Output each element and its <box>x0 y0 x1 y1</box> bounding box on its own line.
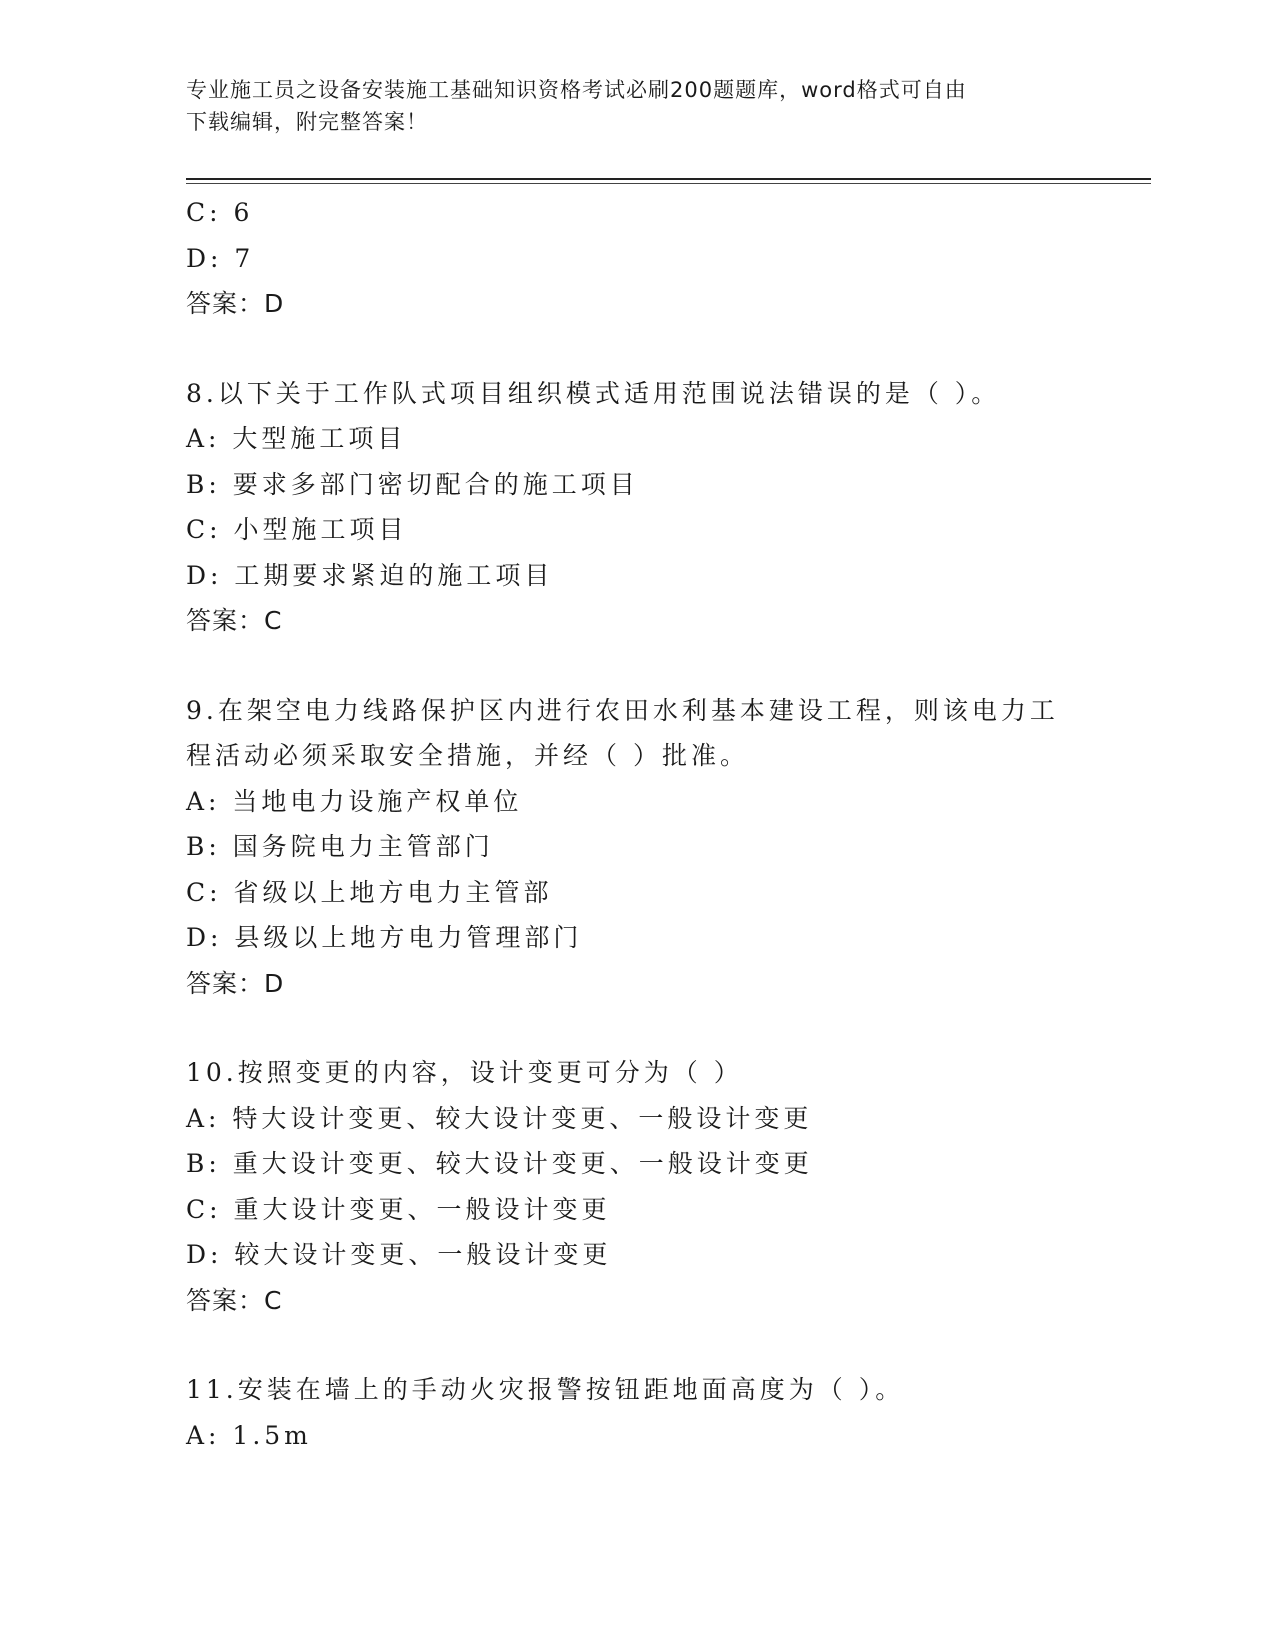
option-a: A: 大型施工项目 <box>186 424 407 453</box>
answer-line: 答案：D <box>186 968 285 998</box>
option-c: C: 省级以上地方电力主管部 <box>186 877 553 907</box>
document-header <box>186 74 1066 138</box>
question-11 <box>186 1367 1086 1458</box>
spacer <box>186 1323 1086 1367</box>
spacer <box>186 327 1086 371</box>
header-divider-thick <box>186 178 1151 180</box>
answer-line: 答案：D <box>186 289 285 318</box>
question-7-tail <box>186 190 1086 327</box>
question-10 <box>186 1050 1086 1323</box>
option-d: D: 7 <box>186 243 255 273</box>
spacer <box>186 644 1086 688</box>
question-stem: 10.按照变更的内容，设计变更可分为（ ） <box>186 1058 743 1087</box>
option-a: A: 特大设计变更、较大设计变更、一般设计变更 <box>186 1103 813 1133</box>
option-d: D: 工期要求紧迫的施工项目 <box>186 560 554 590</box>
header-divider-thin <box>186 183 1151 184</box>
option-c: C: 小型施工项目 <box>186 515 408 544</box>
option-a: A: 1.5m <box>186 1420 312 1450</box>
question-list <box>186 190 1086 1458</box>
question-stem: 11.安装在墙上的手动火灾报警按钮距地面高度为（ ）。 <box>186 1375 905 1404</box>
question-stem-line-2: 程活动必须采取安全措施，并经（ ）批准。 <box>186 741 749 770</box>
question-stem: 8.以下关于工作队式项目组织模式适用范围说法错误的是（ ）。 <box>186 378 1001 408</box>
option-c: C: 重大设计变更、一般设计变更 <box>186 1194 611 1224</box>
header-line-1: 专业施工员之设备安装施工基础知识资格考试必刷200题题库，word格式可自由 <box>186 78 967 102</box>
option-d: D: 较大设计变更、一般设计变更 <box>186 1240 612 1269</box>
question-8 <box>186 371 1086 644</box>
spacer <box>186 1006 1086 1050</box>
question-9 <box>186 688 1086 1007</box>
option-c: C: 6 <box>186 198 254 227</box>
option-a: A: 当地电力设施产权单位 <box>186 786 523 816</box>
answer-line: 答案：C <box>186 1285 283 1315</box>
option-b: B: 要求多部门密切配合的施工项目 <box>186 469 639 499</box>
option-b: B: 国务院电力主管部门 <box>186 832 494 861</box>
header-line-2: 下载编辑，附完整答案！ <box>186 110 428 134</box>
option-d: D: 县级以上地方电力管理部门 <box>186 923 583 952</box>
question-stem-line-1: 9.在架空电力线路保护区内进行农田水利基本建设工程，则该电力工 <box>186 695 1059 725</box>
answer-line: 答案：C <box>186 606 283 635</box>
option-b: B: 重大设计变更、较大设计变更、一般设计变更 <box>186 1149 813 1178</box>
